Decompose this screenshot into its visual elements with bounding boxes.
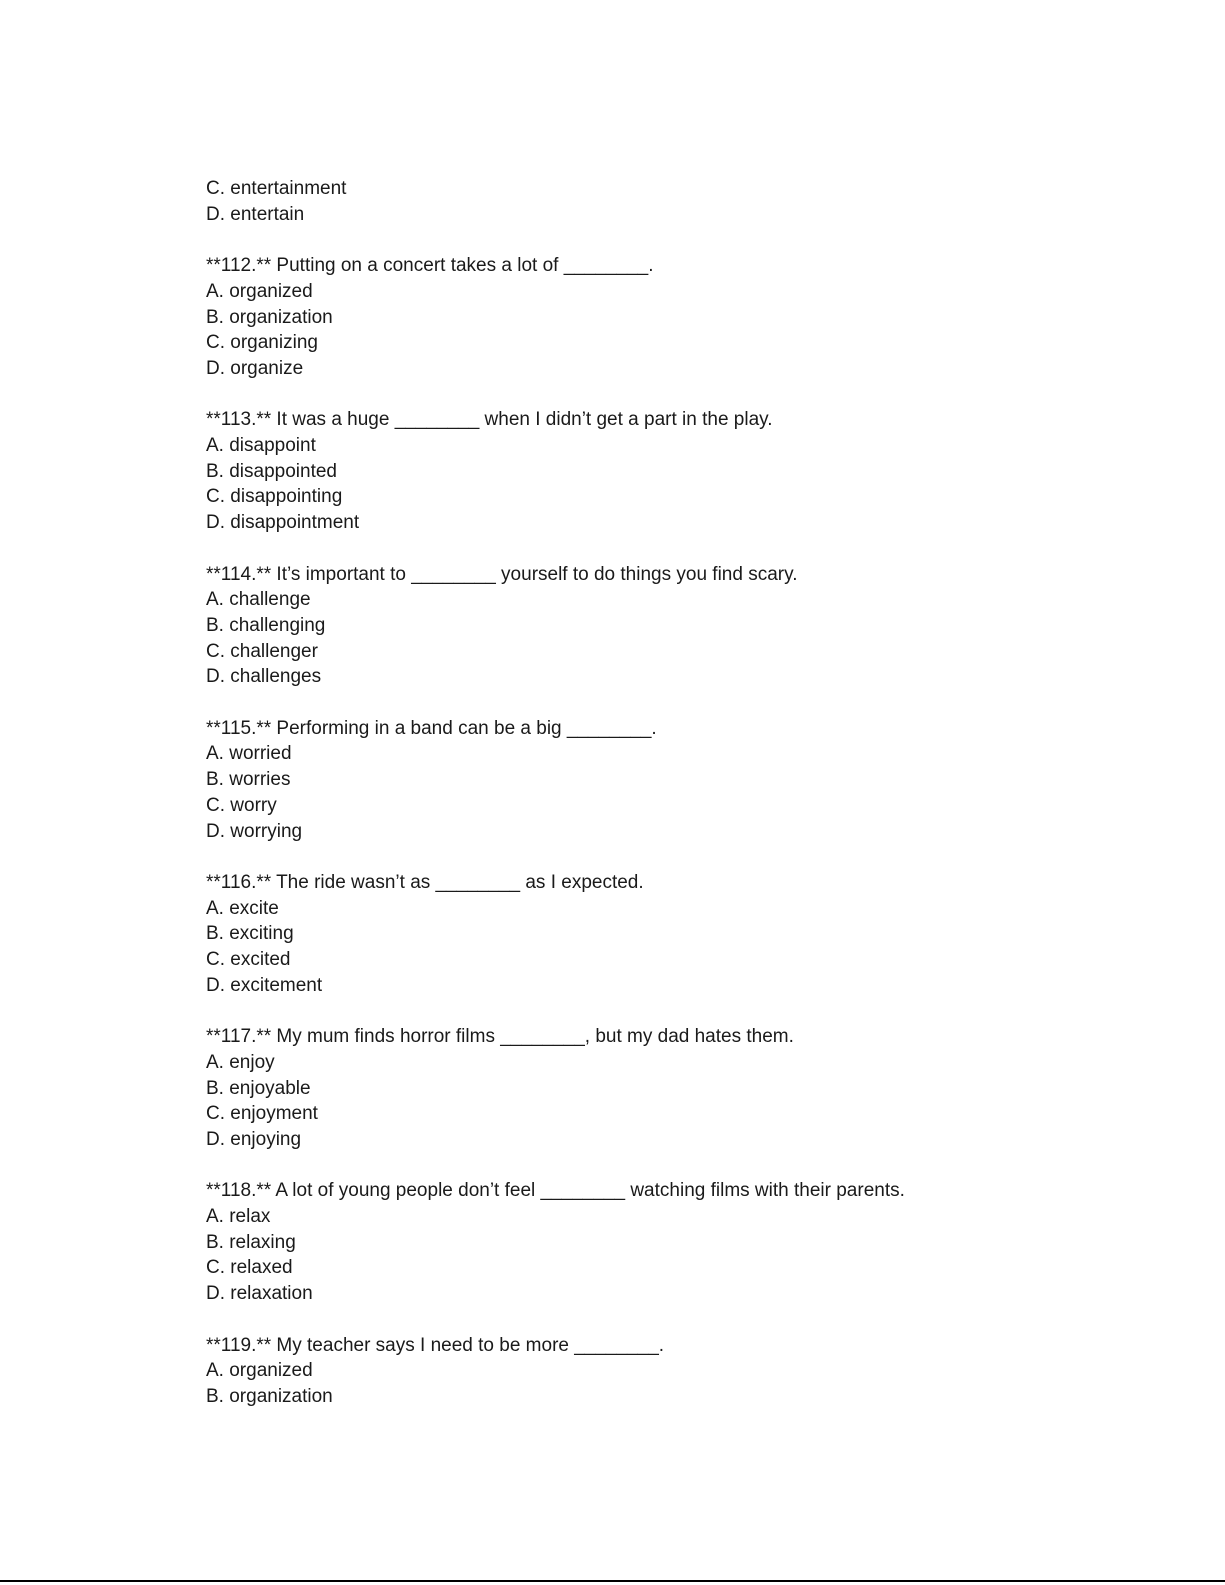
- option: C. excited: [206, 949, 291, 971]
- spacer: [206, 536, 1106, 562]
- option: C. disappointing: [206, 486, 343, 508]
- option: C. challenger: [206, 640, 318, 662]
- option: D. worrying: [206, 820, 303, 842]
- question-stem: **119.** My teacher says I need to be more ________.: [206, 1334, 665, 1356]
- option: C. relaxed: [206, 1257, 293, 1279]
- spacer: [206, 998, 1106, 1024]
- option: B. worries: [206, 769, 291, 791]
- question-115: [206, 716, 1106, 845]
- option: D. entertain: [206, 203, 305, 225]
- question-113: [206, 407, 1106, 536]
- option: B. disappointed: [206, 460, 337, 482]
- question-stem: **116.** The ride wasn’t as ________ as I expected.: [206, 871, 644, 893]
- page-bottom-divider: [0, 1580, 1225, 1582]
- option: C. worry: [206, 794, 277, 816]
- question-114: [206, 562, 1106, 691]
- option: A. relax: [206, 1206, 271, 1228]
- option: A. enjoy: [206, 1051, 275, 1073]
- question-stem: **112.** Putting on a concert takes a lot of ________.: [206, 255, 654, 277]
- option: B. organization: [206, 306, 333, 328]
- question-116: [206, 870, 1106, 999]
- lead-options: [206, 176, 1106, 227]
- question-stem: **118.** A lot of young people don’t feel ________ watching films with their parents.: [206, 1180, 905, 1202]
- spacer: [206, 844, 1106, 870]
- option: A. organized: [206, 280, 313, 302]
- question-112: [206, 253, 1106, 382]
- option: A. disappoint: [206, 435, 316, 456]
- option: A. challenge: [206, 589, 311, 611]
- option: D. challenges: [206, 666, 322, 688]
- spacer: [206, 227, 1106, 253]
- option: B. organization: [206, 1385, 333, 1407]
- option: D. organize: [206, 357, 304, 379]
- option: D. relaxation: [206, 1283, 313, 1305]
- option: B. relaxing: [206, 1231, 296, 1253]
- option: C. enjoyment: [206, 1103, 318, 1125]
- option: A. worried: [206, 743, 292, 765]
- option: A. excite: [206, 897, 279, 919]
- option: C. organizing: [206, 332, 318, 354]
- option: D. enjoying: [206, 1128, 302, 1150]
- question-stem: **117.** My mum finds horror films ________, but my dad hates them.: [206, 1026, 794, 1048]
- spacer: [206, 1307, 1106, 1333]
- question-118: [206, 1178, 1106, 1307]
- spacer: [206, 1153, 1106, 1179]
- question-list: [206, 176, 1106, 1410]
- option: C. entertainment: [206, 178, 347, 199]
- question-119: [206, 1333, 1106, 1410]
- option: A. organized: [206, 1360, 313, 1382]
- question-stem: **114.** It’s important to ________ yourself to do things you find scary.: [206, 563, 798, 585]
- spacer: [206, 690, 1106, 716]
- question-stem: **113.** It was a huge ________ when I didn’t get a part in the play.: [206, 409, 773, 431]
- question-stem: **115.** Performing in a band can be a big ________.: [206, 717, 657, 739]
- option: D. excitement: [206, 974, 323, 996]
- option: D. disappointment: [206, 512, 360, 534]
- option: B. enjoyable: [206, 1077, 311, 1099]
- question-117: [206, 1024, 1106, 1153]
- option: B. exciting: [206, 923, 294, 945]
- spacer: [206, 382, 1106, 408]
- option: B. challenging: [206, 614, 326, 636]
